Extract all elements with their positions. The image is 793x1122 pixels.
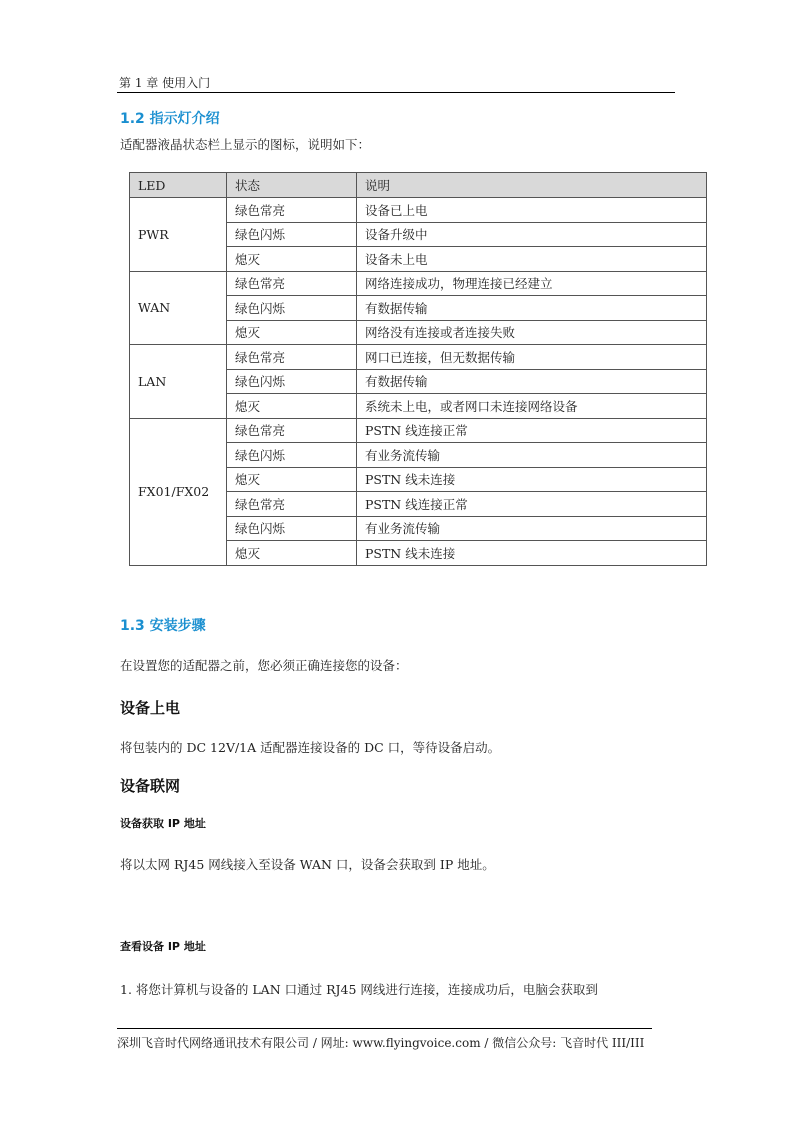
power-on-text: 将包装内的 DC 12V/1A 适配器连接设备的 DC 口，等待设备启动。 — [120, 740, 501, 755]
table-row — [130, 198, 707, 223]
desc-cell: PSTN 线连接正常 — [357, 418, 707, 443]
desc-cell: 网口已连接，但无数据传输 — [357, 345, 707, 370]
header-state: 状态 — [227, 173, 357, 198]
state-cell: 绿色闪烁 — [227, 516, 357, 541]
page-header: 第 1 章 使用入门 — [119, 76, 211, 90]
desc-cell: 有业务流传输 — [357, 516, 707, 541]
table-header-row — [130, 173, 707, 198]
footer-divider — [117, 1028, 652, 1029]
heading-power-on: 设备上电 — [120, 699, 181, 717]
led-name-lan: LAN — [130, 345, 227, 419]
page-footer: 深圳飞音时代网络通讯技术有限公司 / 网址: www.flyingvoice.com / 微信公众号: 飞音时代 III/III — [117, 1036, 645, 1050]
table-row — [130, 418, 707, 443]
state-cell: 绿色闪烁 — [227, 296, 357, 321]
state-cell: 绿色闪烁 — [227, 369, 357, 394]
state-cell: 熄灭 — [227, 247, 357, 272]
state-cell: 绿色常亮 — [227, 345, 357, 370]
desc-cell: 设备未上电 — [357, 247, 707, 272]
desc-cell: 有数据传输 — [357, 296, 707, 321]
desc-cell: 设备升级中 — [357, 222, 707, 247]
desc-cell: 设备已上电 — [357, 198, 707, 223]
state-cell: 绿色常亮 — [227, 271, 357, 296]
desc-cell: 网络没有连接或者连接失败 — [357, 320, 707, 345]
state-cell: 绿色闪烁 — [227, 222, 357, 247]
state-cell: 熄灭 — [227, 467, 357, 492]
state-cell: 绿色常亮 — [227, 418, 357, 443]
desc-cell: PSTN 线未连接 — [357, 467, 707, 492]
section-intro-1-2: 适配器液晶状态栏上显示的图标，说明如下： — [120, 137, 371, 152]
step-1-text: 1. 将您计算机与设备的 LAN 口通过 RJ45 网线进行连接，连接成功后，电脑会获取到 — [120, 982, 598, 997]
header-led: LED — [130, 173, 227, 198]
desc-cell: 系统未上电，或者网口未连接网络设备 — [357, 394, 707, 419]
header-divider — [117, 92, 675, 93]
state-cell: 熄灭 — [227, 394, 357, 419]
subheading-get-ip: 设备获取 IP 地址 — [120, 817, 206, 830]
state-cell: 熄灭 — [227, 320, 357, 345]
desc-cell: PSTN 线未连接 — [357, 541, 707, 566]
desc-cell: 有数据传输 — [357, 369, 707, 394]
desc-cell: 有业务流传输 — [357, 443, 707, 468]
state-cell: 绿色常亮 — [227, 492, 357, 517]
led-name-pwr: PWR — [130, 198, 227, 272]
section-title-1-3: 1.3 安装步骤 — [120, 618, 206, 634]
desc-cell: PSTN 线连接正常 — [357, 492, 707, 517]
state-cell: 绿色闪烁 — [227, 443, 357, 468]
state-cell: 熄灭 — [227, 541, 357, 566]
section-title-1-2: 1.2 指示灯介绍 — [120, 111, 220, 127]
section-intro-1-3: 在设置您的适配器之前，您必须正确连接您的设备： — [120, 658, 408, 673]
header-desc: 说明 — [357, 173, 707, 198]
desc-cell: 网络连接成功，物理连接已经建立 — [357, 271, 707, 296]
subheading-view-ip: 查看设备 IP 地址 — [120, 940, 206, 953]
led-name-wan: WAN — [130, 271, 227, 345]
led-name-fx: FX01/FX02 — [130, 418, 227, 565]
state-cell: 绿色常亮 — [227, 198, 357, 223]
table-row — [130, 345, 707, 370]
get-ip-text: 将以太网 RJ45 网线接入至设备 WAN 口，设备会获取到 IP 地址。 — [120, 857, 495, 872]
heading-network: 设备联网 — [120, 777, 181, 795]
table-row — [130, 271, 707, 296]
led-table — [129, 172, 707, 566]
